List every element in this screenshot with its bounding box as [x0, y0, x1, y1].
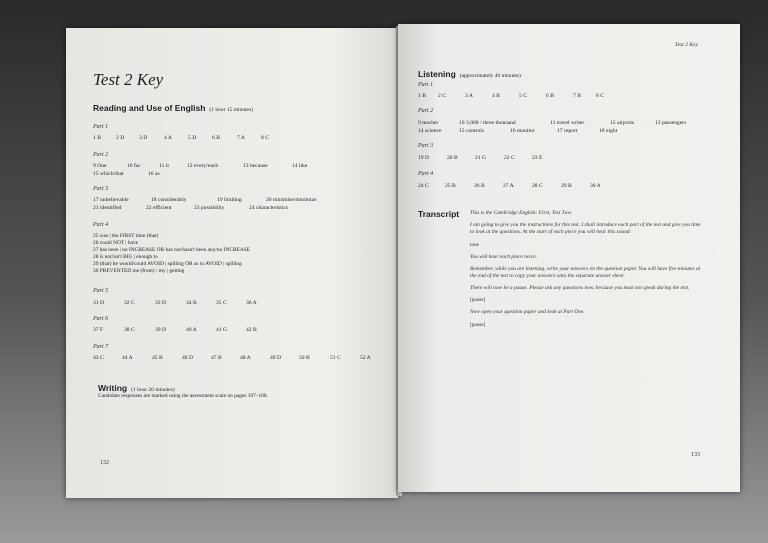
answer-item: 17 unbelievable — [93, 197, 129, 203]
listening-heading — [418, 64, 521, 82]
answer-item: 2 D — [116, 135, 125, 141]
answer-item: 48 A — [240, 355, 251, 361]
answer-item: 24 C — [418, 183, 429, 189]
answer-item: 20 B — [447, 155, 458, 161]
answer-item: 40 A — [186, 327, 197, 333]
transcript-paragraph: I am going to give you the instructions for this test. I shall introduce each part of the test and give you time to look at the questions. At the start of each piece you will hear this sound: — [470, 222, 701, 236]
answer-item: 32 C — [124, 300, 135, 306]
answer-item: 6 B — [546, 93, 554, 99]
answer-item: 6 B — [212, 135, 220, 141]
page-number-left: 132 — [100, 460, 109, 466]
answer-item: 13 passengers — [655, 120, 687, 126]
answer-item: 33 D — [155, 300, 167, 306]
answer-item: 28 C — [532, 183, 543, 189]
answer-item: 47 B — [211, 355, 222, 361]
answer-item: 7 A — [237, 135, 245, 141]
transcript-paragraph: [pause] — [470, 321, 486, 328]
listening-part1-label: Part 1 — [418, 82, 434, 88]
writing-heading-label: Writing — [98, 383, 128, 393]
answer-item: 34 B — [186, 300, 197, 306]
answer-line: 25 was | the FIRST time (that) — [93, 233, 159, 239]
transcript-paragraph: Now open your question paper and look at Part One. — [470, 309, 585, 316]
answer-item: 23 possibility — [194, 205, 225, 211]
writing-heading-time: (1 hour 20 minutes) — [131, 387, 175, 393]
answer-item: 43 C — [93, 355, 104, 361]
answer-line: 30 PREVENTED me (from) / my | getting — [93, 268, 185, 274]
reading-heading-label: Reading and Use of English — [93, 103, 206, 113]
answer-item: 15 which/that — [93, 171, 124, 177]
answer-item: 1 B — [418, 93, 426, 99]
listening-part2-label: Part 2 — [418, 108, 434, 114]
answer-item: 15 controls — [459, 128, 485, 134]
reading-part3-label: Part 3 — [93, 186, 109, 192]
answer-item: 14 science — [418, 128, 442, 134]
answer-item: 24 characteristics — [249, 205, 288, 211]
answer-item: 50 B — [299, 355, 310, 361]
answer-item: 36 A — [246, 300, 257, 306]
answer-item: 26 B — [474, 183, 485, 189]
answer-item: 7 B — [573, 93, 581, 99]
answer-item: 2 C — [438, 93, 446, 99]
answer-item: 22 efficient — [146, 205, 172, 211]
answer-item: 9 teacher — [418, 120, 439, 126]
answer-item: 27 A — [503, 183, 514, 189]
answer-item: 49 D — [270, 355, 282, 361]
reading-part4-lines — [93, 233, 250, 275]
page-number-right: 133 — [691, 452, 700, 458]
answer-item: 46 D — [182, 355, 194, 361]
transcript-paragraph: Remember, while you are listening, write your answers on the question paper. You will have five minutes at the end of the test to copy your answers onto the separate answer sheet. — [470, 265, 701, 280]
reading-part1-label: Part 1 — [93, 124, 109, 130]
running-head: Test 2 Key — [674, 42, 698, 48]
answer-item: 30 A — [590, 183, 601, 189]
answer-item: 44 A — [122, 355, 133, 361]
answer-item: 25 B — [445, 183, 456, 189]
answer-item: 42 B — [246, 327, 257, 333]
transcript-paragraph: You will hear each piece twice. — [470, 253, 537, 260]
reading-part2-label: Part 2 — [93, 152, 109, 158]
answer-item: 9 One — [93, 163, 107, 169]
answer-item: 12 airports — [610, 120, 635, 126]
transcript-heading: Transcript — [418, 209, 460, 219]
answer-item: 12 every/each — [187, 163, 219, 169]
answer-item: 22 C — [504, 155, 515, 161]
listening-heading-label: Listening — [418, 69, 456, 79]
transcript-paragraph: This is the Cambridge English: First, Test Two. — [470, 210, 572, 216]
listening-part4-label: Part 4 — [418, 171, 434, 177]
answer-item: 31 D — [93, 300, 105, 306]
answer-item: 5 C — [519, 93, 527, 99]
answer-item: 39 D — [155, 327, 167, 333]
answer-item: 11 it — [159, 163, 169, 169]
answer-item: 19 limiting — [217, 197, 242, 203]
answer-item: 45 B — [152, 355, 163, 361]
answer-item: 37 F — [93, 327, 104, 333]
listening-heading-time: (approximately 40 minutes) — [459, 73, 521, 79]
answer-item: 16 monitor — [510, 128, 535, 134]
answer-line: 26 could NOT | have — [93, 240, 138, 246]
answer-item: 8 C — [596, 93, 604, 99]
reading-part6-label: Part 6 — [93, 316, 109, 322]
answer-item: 19 D — [418, 155, 430, 161]
answer-item: 18 eight — [599, 128, 618, 134]
transcript-paragraph: There will now be a pause. Please ask any questions now, because you must not speak during the test. — [470, 285, 690, 292]
answer-item: 11 travel writer — [550, 120, 585, 126]
answer-item: 14 like — [292, 163, 308, 169]
answer-item: 5 D — [188, 135, 197, 141]
answer-item: 38 C — [124, 327, 135, 333]
transcript-body — [470, 210, 702, 328]
answer-item: 29 B — [561, 183, 572, 189]
page-title: Test 2 Key — [93, 70, 164, 89]
answer-item: 4 A — [164, 135, 172, 141]
answer-item: 3 D — [139, 135, 148, 141]
answer-item: 13 because — [243, 163, 268, 169]
transcript-paragraph: tone — [470, 241, 479, 248]
answer-line: 29 (that) he would/could AVOID | spilling OR as to AVOID | spilling — [93, 261, 242, 267]
left-page — [66, 28, 398, 498]
reading-part5-label: Part 5 — [93, 288, 109, 294]
reading-heading — [93, 98, 253, 116]
transcript-paragraph: [pause] — [470, 297, 486, 304]
answer-item: 1 B — [93, 135, 101, 141]
answer-item: 18 considerably — [151, 197, 187, 203]
reading-heading-time: (1 hour 15 minutes) — [209, 107, 253, 113]
answer-item: 21 G — [475, 155, 487, 161]
answer-item: 10 far — [127, 163, 141, 169]
answer-item: 23 E — [532, 155, 543, 161]
answer-item: 21 identified — [93, 205, 122, 211]
answer-item: 10 3,000 / three thousand — [459, 120, 516, 126]
listening-part3-label: Part 3 — [418, 143, 434, 149]
reading-part7-label: Part 7 — [93, 344, 109, 350]
reading-part4-label: Part 4 — [93, 222, 109, 228]
answer-line: 28 is not/isn't BIG | enough to — [93, 254, 158, 260]
answer-item: 8 C — [261, 135, 269, 141]
answer-item: 4 B — [492, 93, 500, 99]
answer-item: 20 minimise/minimize — [266, 197, 317, 203]
answer-item: 51 C — [330, 355, 341, 361]
writing-text: Candidate responses are marked using the assessment scale on pages 107–108. — [98, 393, 268, 399]
answer-line: 27 has been | no INCREASE OR has not/hasn't been any/no INCREASE — [93, 247, 251, 253]
answer-item: 3 A — [465, 93, 473, 99]
answer-item: 17 report — [557, 128, 578, 134]
answer-item: 41 G — [216, 327, 228, 333]
right-page — [398, 24, 740, 492]
answer-item: 16 as — [148, 171, 160, 177]
answer-item: 35 C — [216, 300, 227, 306]
answer-item: 52 A — [360, 355, 371, 361]
